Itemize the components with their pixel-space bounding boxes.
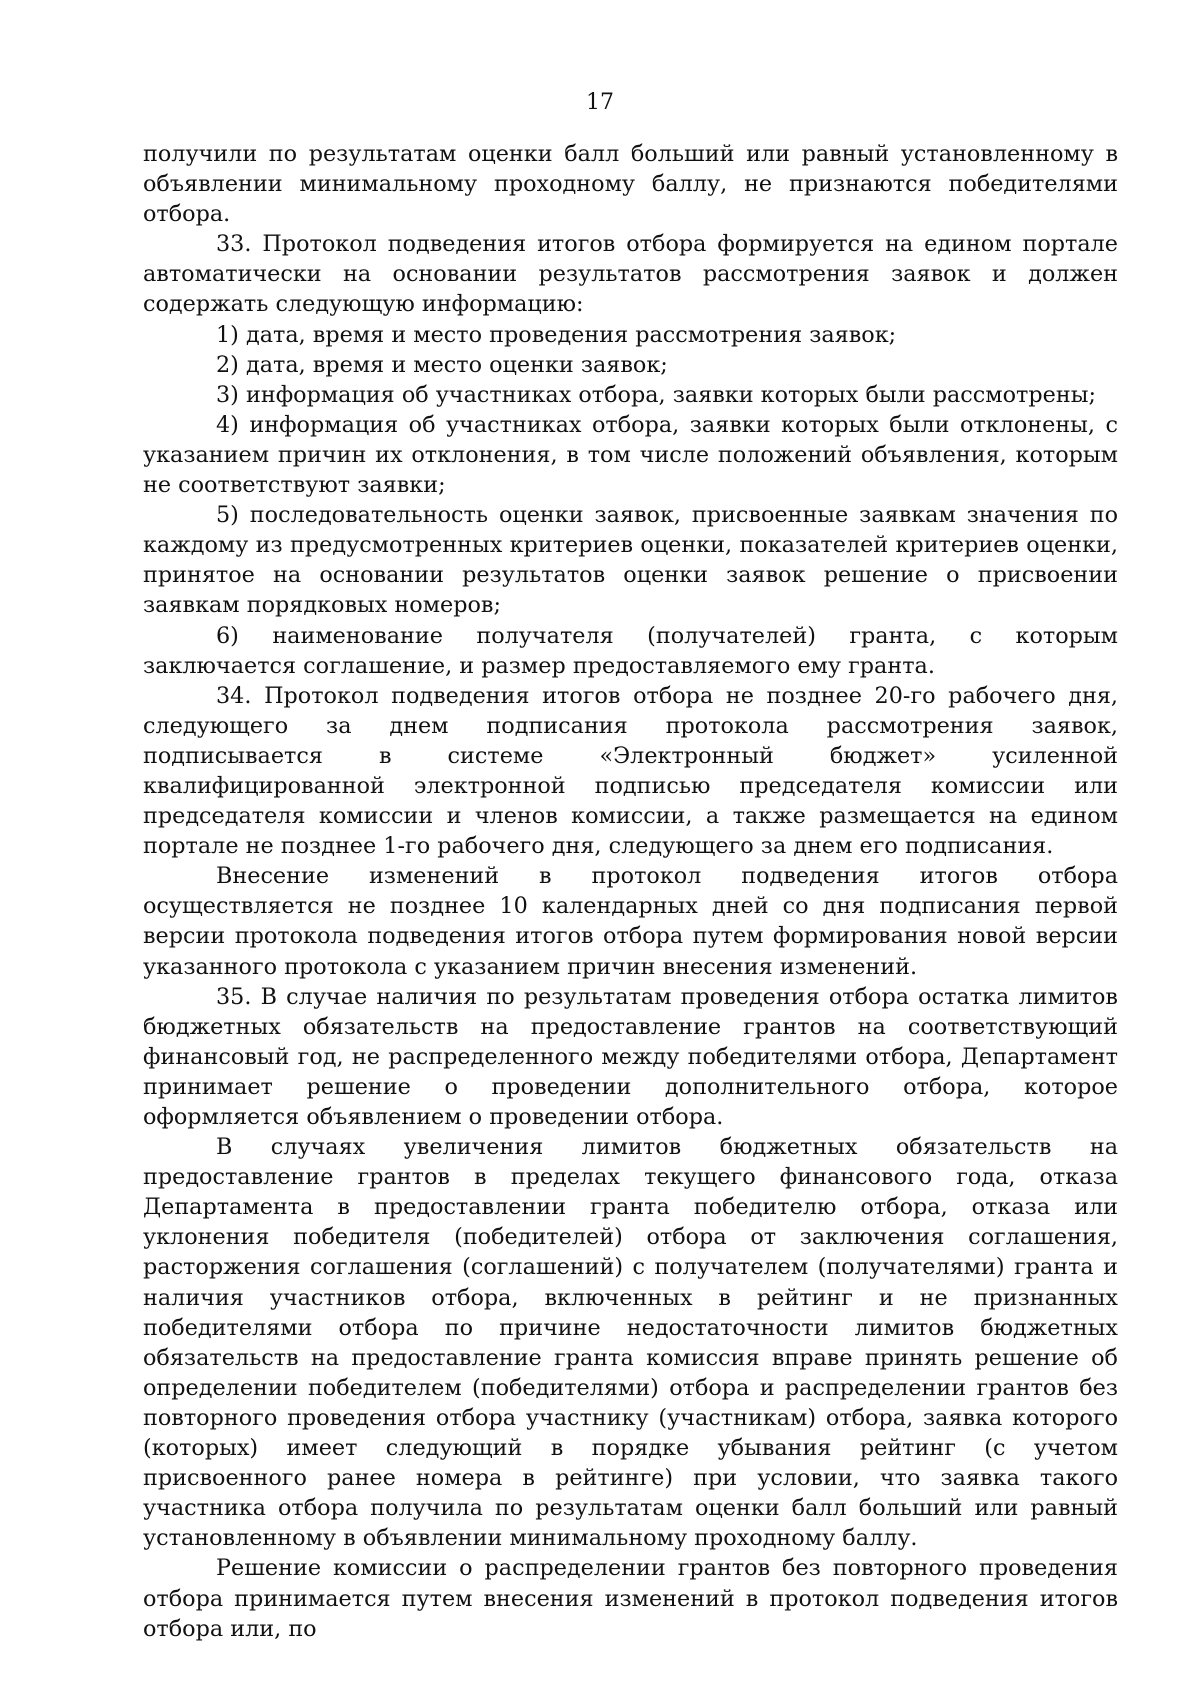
page-number: 17 [586, 90, 614, 115]
paragraph-continuation: получили по результатам оценки балл больший или равный установленному в объявлении минимальному проходному баллу, не признаются победителями отбора. [143, 141, 1118, 228]
paragraph-item-33: 33. Протокол подведения итогов отбора формируется на едином портале автоматически на основании результатов рассмотрения заявок и должен содержать следующую информацию: [143, 231, 1118, 318]
list-item-6: 6) наименование получателя (получателей) гранта, с которым заключается соглашение, и размер предоставляемого ему гранта. [143, 622, 1118, 679]
paragraph-commission-decision: Решение комиссии о распределении грантов без повторного проведения отбора принимается путем внесения изменений в протокол подведения итогов отбора или, по [143, 1555, 1118, 1642]
paragraph-item-34: 34. Протокол подведения итогов отбора не позднее 20-го рабочего дня, следующего за днем подписания протокола рассмотрения заявок, подписывается в системе «Электронный бюджет» усиленной квалифицированной электронной подписью председателя комиссии или председателя комиссии и членов комиссии, а также размещается на едином портале не позднее 1-го рабочего дня, следующего за днем его подписания. [143, 682, 1118, 860]
list-item-5: 5) последовательность оценки заявок, присвоенные заявкам значения по каждому из предусмотренных критериев оценки, показателей критериев оценки, принятое на основании результатов оценки заявок решение о присвоении заявкам порядковых номеров; [143, 502, 1118, 619]
paragraph-amendments: Внесение изменений в протокол подведения итогов отбора осуществляется не позднее 10 календарных дней со дня подписания первой версии протокола подведения итогов отбора путем формирования новой версии указанного протокола с указанием причин внесения изменений. [143, 863, 1118, 980]
list-item-4: 4) информация об участниках отбора, заявки которых были отклонены, с указанием причин их отклонения, в том числе положений объявления, которым не соответствуют заявки; [143, 411, 1118, 499]
paragraph-item-35: 35. В случае наличия по результатам проведения отбора остатка лимитов бюджетных обязательств на предоставление грантов на соответствующий финансовый год, не распределенного между победителями отбора, Департамент принимает решение о проведении дополнительного отбора, которое оформляется объявлением о проведении отбора. [143, 983, 1118, 1130]
list-item-3: 3) информация об участниках отбора, заявки которых были рассмотрены; [216, 381, 1096, 408]
paragraph-limits-increase: В случаях увеличения лимитов бюджетных обязательств на предоставление грантов в пределах текущего финансового года, отказа Департамента в предоставлении гранта победителю отбора, отказа или уклонения победителя (победителей) отбора от заключения соглашения, расторжения соглашения (соглашений) с получателем (получателями) гранта и наличия участников отбора, включенных в рейтинг и не признанных победителями отбора по причине недостаточности лимитов бюджетных обязательств на предоставление гранта комиссия вправе принять решение об определении победителем (победителями) отбора и распределении грантов без повторного проведения отбора участнику (участникам) отбора, заявка которого (которых) имеет следующий в порядке убывания рейтинг (с учетом присвоенного ранее номера в рейтинге) при условии, что заявка такого участника отбора получила по результатам оценки балл больший или равный установленному в объявлении минимальному проходному баллу. [143, 1134, 1118, 1552]
document-body [143, 139, 1118, 1644]
list-item-1: 1) дата, время и место проведения рассмотрения заявок; [216, 321, 897, 348]
list-item-2: 2) дата, время и место оценки заявок; [216, 351, 668, 378]
